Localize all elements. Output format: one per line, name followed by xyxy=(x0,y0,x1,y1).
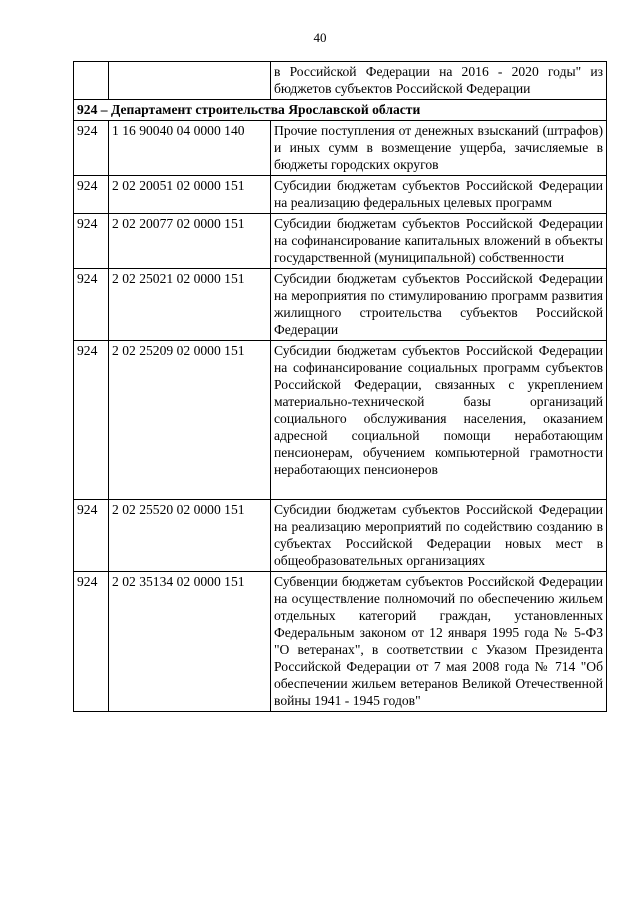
revenue-name-cell: Субсидии бюджетам субъектов Российской Федерации на реализацию мероприятий по содействию созданию в субъектах Российской Федерации новых мест в общеобразовательных организациях xyxy=(271,500,607,572)
table-row xyxy=(74,500,607,572)
revenue-code-cell: 2 02 25209 02 0000 151 xyxy=(109,341,271,500)
table-row-continuation xyxy=(74,62,607,100)
admin-code-cell: 924 xyxy=(74,500,109,572)
table-row xyxy=(74,341,607,500)
table-row xyxy=(74,269,607,341)
revenue-name-cell: Субсидии бюджетам субъектов Российской Федерации на софинансирование капитальных вложений в объекты государственной (муниципальной) собственности xyxy=(271,214,607,269)
revenue-code-cell: 2 02 25021 02 0000 151 xyxy=(109,269,271,341)
budget-revenue-table xyxy=(73,61,607,712)
admin-code-cell: 924 xyxy=(74,214,109,269)
revenue-code-cell: 1 16 90040 04 0000 140 xyxy=(109,121,271,176)
table-row xyxy=(74,176,607,214)
table-row xyxy=(74,121,607,176)
table-row xyxy=(74,572,607,712)
revenue-name-cell: в Российской Федерации на 2016 - 2020 годы" из бюджетов субъектов Российской Федерации xyxy=(271,62,607,100)
revenue-code-cell: 2 02 35134 02 0000 151 xyxy=(109,572,271,712)
revenue-name-cell: Субсидии бюджетам субъектов Российской Федерации на реализацию федеральных целевых программ xyxy=(271,176,607,214)
revenue-code-cell xyxy=(109,62,271,100)
section-title: 924 – Департамент строительства Ярославской области xyxy=(74,100,607,121)
admin-code-cell xyxy=(74,62,109,100)
table-row xyxy=(74,214,607,269)
revenue-name-cell: Прочие поступления от денежных взысканий (штрафов) и иных сумм в возмещение ущерба, зачисляемые в бюджеты городских округов xyxy=(271,121,607,176)
admin-code-cell: 924 xyxy=(74,269,109,341)
page-number: 40 xyxy=(313,30,327,45)
revenue-name-cell: Субсидии бюджетам субъектов Российской Федерации на софинансирование социальных программ субъектов Российской Федерации, связанных с укреплением материально-технической базы организаций социального обслуживания населения, оказанием адресной социальной помощи неработающим пенсионерам, обучением компьютерной грамотности неработающих пенсионеров xyxy=(271,341,607,500)
section-header-row xyxy=(74,100,607,121)
revenue-code-cell: 2 02 25520 02 0000 151 xyxy=(109,500,271,572)
admin-code-cell: 924 xyxy=(74,121,109,176)
revenue-name-cell: Субсидии бюджетам субъектов Российской Федерации на мероприятия по стимулированию программ развития жилищного строительства субъектов Российской Федерации xyxy=(271,269,607,341)
revenue-name-cell: Субвенции бюджетам субъектов Российской Федерации на осуществление полномочий по обеспечению жильем отдельных категорий граждан, установленных Федеральным законом от 12 января 1995 года № 5-ФЗ "О ветеранах", в соответствии с Указом Президента Российской Федерации от 7 мая 2008 года № 714 "Об обеспечении жильем ветеранов Великой Отечественной войны 1941 - 1945 годов" xyxy=(271,572,607,712)
admin-code-cell: 924 xyxy=(74,176,109,214)
revenue-code-cell: 2 02 20077 02 0000 151 xyxy=(109,214,271,269)
revenue-code-cell: 2 02 20051 02 0000 151 xyxy=(109,176,271,214)
admin-code-cell: 924 xyxy=(74,572,109,712)
admin-code-cell: 924 xyxy=(74,341,109,500)
